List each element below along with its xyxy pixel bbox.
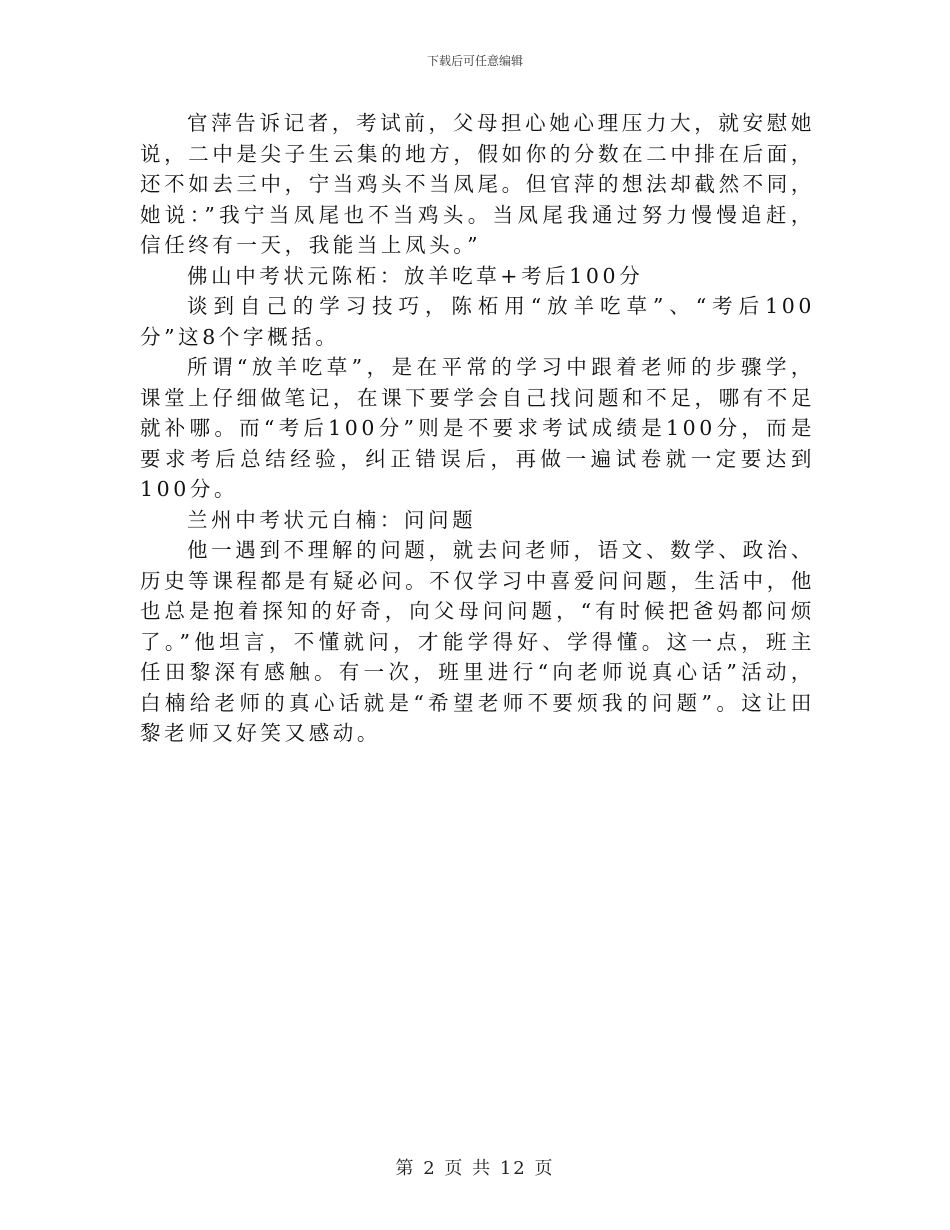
paragraph-bai-nan: 他一遇到不理解的问题，就去问老师，语文、数学、政治、历史等课程都是有疑必问。不仅学习中喜爱问问题，生活中，他也总是抱着探知的好奇，向父母问问题，“有时候把爸妈都问烦了。”他坦言，不懂就问，才能学得好、学得懂。这一点，班主任田黎深有感触。有一次，班里进行“向老师说真心话”活动，白楠给老师的真心话就是“希望老师不要烦我的问题”。这让田黎老师又好笑又感动。	[140, 538, 815, 745]
section-heading-lanzhou: 兰州中考状元白楠：问问题	[187, 507, 477, 532]
paragraph-guan-ping: 官萍告诉记者，考试前，父母担心她心理压力大，就安慰她说，二中是尖子生云集的地方，假如你的分数在二中排在后面，还不如去三中，宁当鸡头不当凤尾。但官萍的想法却截然不同，她说：”我宁当凤尾也不当鸡头。当凤尾我通过努力慢慢追赶，信任终有一天，我能当上凤头。”	[140, 111, 815, 257]
page-number-footer	[0, 1154, 950, 1180]
paragraph-chen-tuo-summary: 谈到自己的学习技巧，陈柘用“放羊吃草”、“考后100分”这8个字概括。	[140, 294, 815, 349]
page-number-label: 第 2 页 共 12 页	[395, 1158, 555, 1179]
page-header-note: 下载后可任意编辑	[426, 54, 523, 68]
document-body	[140, 108, 815, 749]
paragraph-fang-yang-chi-cao: 所谓“放羊吃草”，是在平常的学习中跟着老师的步骤学，课堂上仔细做笔记，在课下要学会自己找问题和不足，哪有不足就补哪。而“考后100分”则是不要求考试成绩是100分，而是要求考后总结经验，纠正错误后，再做一遍试卷就一定要达到100分。	[140, 355, 815, 501]
section-heading-foshan: 佛山中考状元陈柘：放羊吃草+考后100分	[187, 263, 644, 288]
